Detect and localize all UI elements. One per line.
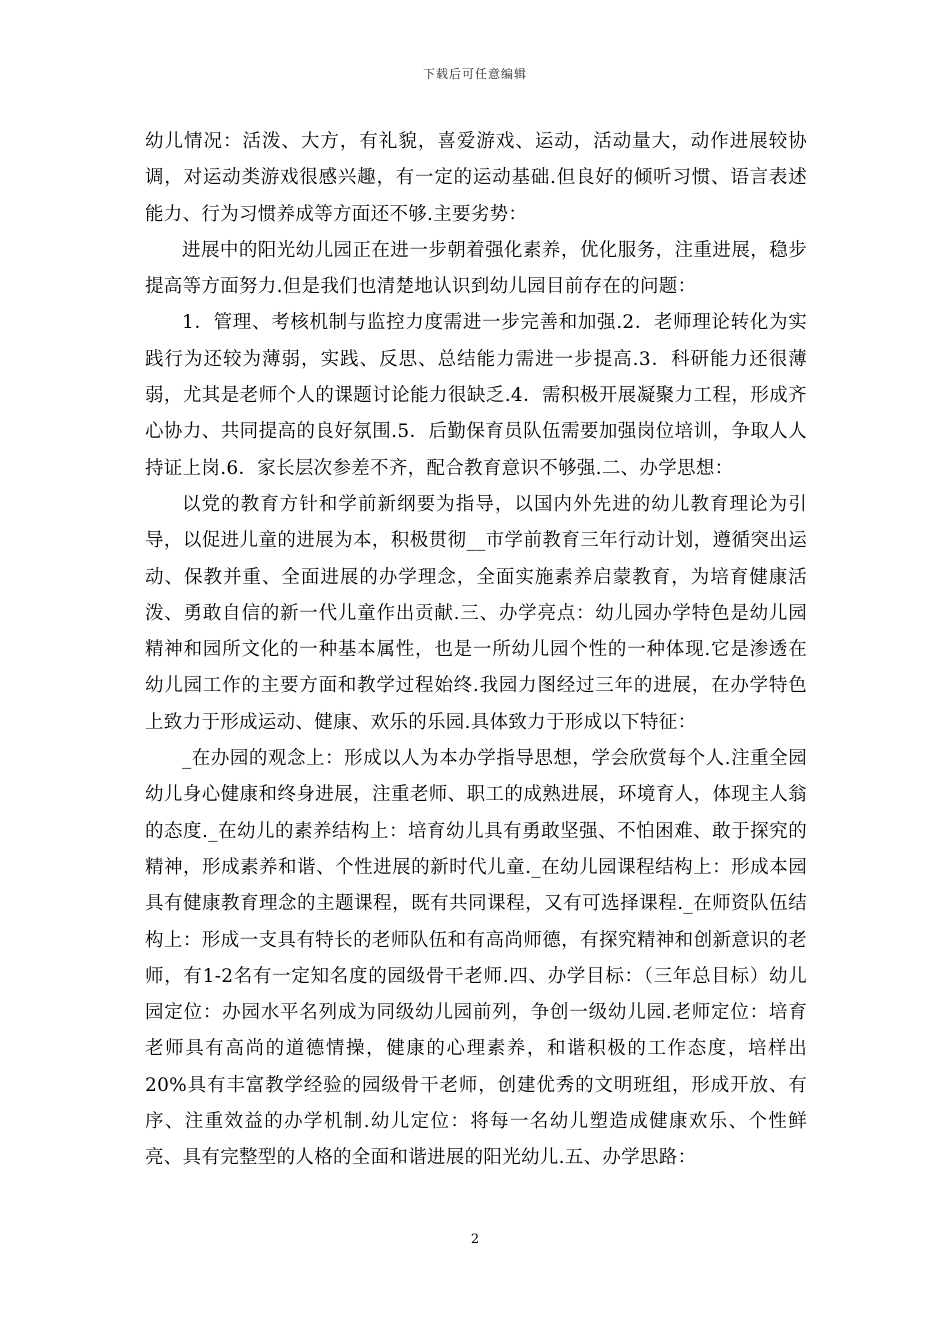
paragraph-kindergarten-problems-intro: 进展中的阳光幼儿园正在进一步朝着强化素养，优化服务，注重进展，稳步提高等方面努力.但是我们也清楚地认识到幼儿园目前存在的问题： — [145, 239, 807, 298]
document-body — [145, 124, 807, 1177]
paragraph-features-and-goals: _在办园的观念上：形成以人为本办学指导思想，学会欣赏每个人.注重全园幼儿身心健康和终身进展，注重老师、职工的成熟进展，环境育人，体现主人翁的态度._在幼儿的素养结构上：培育幼儿具有勇敢坚强、不怕困难、敢于探究的精神，形成素养和谐、个性进展的新时代儿童._在幼儿园课程结构上：形成本园具有健康教育理念的主题课程，既有共同课程，又有可选择课程._在师资队伍结构上：形成一支具有特长的老师队伍和有高尚师德，有探究精神和创新意识的老师，有1-2名有一定知名度的园级骨干老师.四、办学目标：（三年总目标）幼儿园定位：办园水平名列成为同级幼儿园前列，争创一级幼儿园.老师定位：培育老师具有高尚的道德情操，健康的心理素养，和谐积极的工作态度，培样出20%具有丰富教学经验的园级骨干老师，创建优秀的文明班组，形成开放、有序、注重效益的办学机制.幼儿定位：将每一名幼儿塑造成健康欢乐、个性鲜亮、具有完整型的人格的全面和谐进展的阳光幼儿.五、办学思路： — [145, 748, 807, 1169]
page-number: 2 — [470, 1232, 480, 1247]
page-header: 下载后可任意编辑 — [422, 67, 527, 81]
paragraph-problem-list: 1．管理、考核机制与监控力度需进一步完善和加强.2．老师理论转化为实践行为还较为薄弱，实践、反思、总结能力需进一步提高.3．科研能力还很薄弱，尤其是老师个人的课题讨论能力很缺乏.4．需积极开展凝聚力工程，形成齐心协力、共同提高的良好氛围.5．后勤保育员队伍需要加强岗位培训，争取人人持证上岗.6．家长层次参差不齐，配合教育意识不够强.二、办学思想： — [145, 312, 807, 479]
paragraph-guiding-thought: 以党的教育方针和学前新纲要为指导，以国内外先进的幼儿教育理论为引导，以促进儿童的进展为本，积极贯彻__市学前教育三年行动计划，遵循突出运动、保教并重、全面进展的办学理念，全面实施素养启蒙教育，为培育健康活泼、勇敢自信的新一代儿童作出贡献.三、办学亮点：幼儿园办学特色是幼儿园精神和园所文化的一种基本属性，也是一所幼儿园个性的一种体现.它是渗透在幼儿园工作的主要方面和教学过程始终.我园力图经过三年的进展，在办学特色上致力于形成运动、健康、欢乐的乐园.具体致力于形成以下特征： — [145, 493, 807, 733]
paragraph-child-situation: 幼儿情况：活泼、大方，有礼貌，喜爱游戏、运动，活动量大，动作进展较协调，对运动类游戏很感兴趣，有一定的运动基础.但良好的倾听习惯、语言表述能力、行为习惯养成等方面还不够.主要劣势： — [145, 131, 807, 225]
